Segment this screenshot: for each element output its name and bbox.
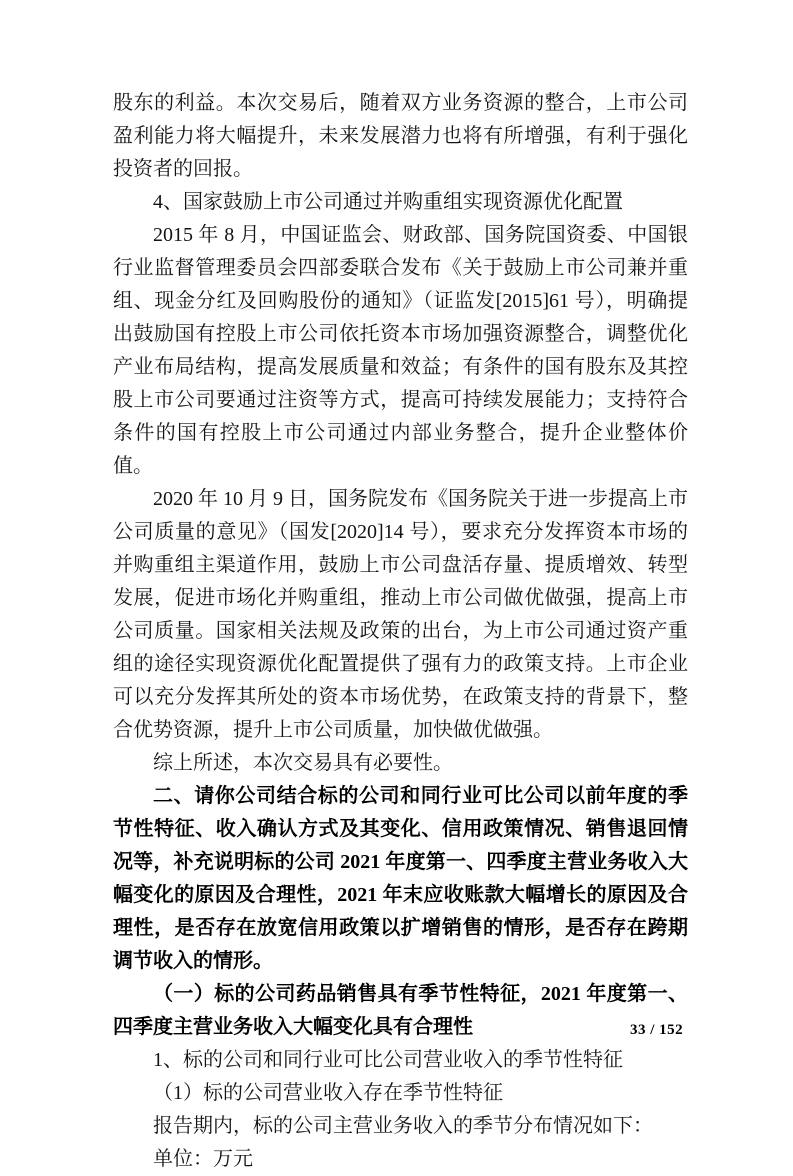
subsection-heading-1: 1、标的公司和同行业可比公司营业收入的季节性特征	[153, 1049, 623, 1071]
unit-label: 单位：万元	[153, 1148, 253, 1170]
section-heading-answer-1: （一）标的公司药品销售具有季节性特征，2021 年度第一、四季度主营业务收入大幅变化具有合理性	[113, 983, 688, 1038]
paragraph-policy-2020: 2020 年 10 月 9 日，国务院发布《国务院关于进一步提高上市公司质量的意见》（国发[2020]14 号），要求充分发挥资本市场的并购重组主渠道作用，鼓励上市公司盘活存量、提质增效、转型发展，促进市场化并购重组，推动上市公司做优做强，提高上市公司质量。国家相关法规及政策的出台，为上市公司通过资产重组的途径实现资源优化配置提供了强有力的政策支持。上市企业可以充分发挥其所处的资本市场优势，在政策支持的背景下，整合优势资源，提升上市公司质量，加快做优做强。	[113, 488, 688, 741]
page-number: 33 / 152	[630, 1022, 684, 1038]
paragraph-conclusion: 综上所述，本次交易具有必要性。	[153, 752, 453, 774]
subsection-heading-1-1: （1）标的公司营业收入存在季节性特征	[153, 1082, 503, 1104]
subsection-heading-4: 4、国家鼓励上市公司通过并购重组实现资源优化配置	[153, 191, 623, 213]
paragraph-intro-table: 报告期内，标的公司主营业务收入的季节分布情况如下：	[153, 1115, 653, 1137]
paragraph-continuation: 股东的利益。本次交易后，随着双方业务资源的整合，上市公司盈利能力将大幅提升，未来发展潜力也将有所增强，有利于强化投资者的回报。	[113, 92, 688, 180]
section-heading-question-2: 二、请你公司结合标的公司和同行业可比公司以前年度的季节性特征、收入确认方式及其变化、信用政策情况、销售退回情况等，补充说明标的公司 2021 年度第一、四季度主营业务收入大幅变化的原因及合理性，2021 年末应收账款大幅增长的原因及合理性，是否存在放宽信用政策以扩增销售的情形，是否存在跨期调节收入的情形。	[113, 785, 688, 972]
document-body	[113, 87, 688, 1176]
paragraph-policy-2015: 2015 年 8 月，中国证监会、财政部、国务院国资委、中国银行业监督管理委员会四部委联合发布《关于鼓励上市公司兼并重组、现金分红及回购股份的通知》（证监发[2015]61 号），明确提出鼓励国有控股上市公司依托资本市场加强资源整合，调整优化产业布局结构，提高发展质量和效益；有条件的国有股东及其控股上市公司要通过注资等方式，提高可持续发展能力；支持符合条件的国有控股上市公司通过内部业务整合，提升企业整体价值。	[113, 224, 688, 477]
